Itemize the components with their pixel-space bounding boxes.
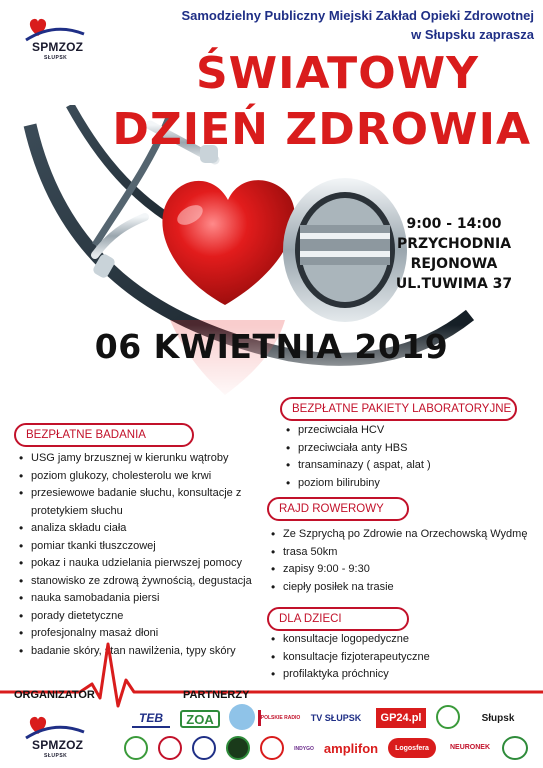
title-line-2: DZIEŃ ZDROWIA: [112, 104, 531, 155]
partner-slupsk: Słupsk: [481, 712, 515, 724]
organizer-header: [118, 6, 534, 44]
partner-zoa: ZOA: [180, 710, 220, 728]
list-item: • zapisy 9:00 - 9:30: [270, 561, 535, 579]
title-line-1: ŚWIATOWY: [195, 48, 479, 99]
list-item: • profesjonalny masaż dłoni: [18, 625, 268, 643]
partner-gp24: GP24.pl: [376, 708, 426, 728]
partner-indygo: INDYGO: [294, 746, 314, 752]
list-item: • stanowisko ze zdrową żywnością, degustacja: [18, 573, 268, 591]
badania-heading: BEZPŁATNE BADANIA: [14, 423, 194, 447]
partner-amplifon: amplifon: [323, 740, 379, 756]
dzieci-heading: DLA DZIECI: [267, 607, 409, 631]
rajd-heading: RAJD ROWEROWY: [267, 497, 409, 521]
list-item: • poziom glukozy, cholesterolu we krwi: [18, 468, 268, 486]
list-item: • transaminazy ( aspat, alat ): [285, 457, 525, 475]
pakiety-heading: BEZPŁATNE PAKIETY LABORATORYJNE: [280, 397, 517, 421]
partner-circle-logo: [229, 704, 255, 730]
event-place-1: PRZYCHODNIA: [396, 236, 512, 252]
partner-logo-2: [158, 736, 182, 760]
event-hours-place: [379, 214, 529, 294]
partner-green-logo: [436, 705, 460, 729]
list-item: • porady dietetyczne: [18, 608, 268, 626]
spmzoz-logo: [24, 14, 104, 66]
list-item: • konsultacje logopedyczne: [270, 631, 520, 649]
partner-teb: TEB: [132, 710, 170, 728]
list-item: • przesiewowe badanie słuchu, konsultacje z: [18, 485, 268, 503]
list-item: • profilaktyka próchnicy: [270, 666, 520, 684]
partners-label: PARTNERZY: [183, 689, 250, 701]
logo-text: SPMZOZ: [32, 40, 84, 54]
logo-text: SPMZOZ: [32, 738, 84, 752]
partner-logo-3: [192, 736, 216, 760]
list-item: • pomiar tkanki tłuszczowej: [18, 538, 268, 556]
logo-subtext: SŁUPSK: [44, 753, 68, 759]
list-item: • przeciwciała HCV: [285, 422, 525, 440]
organizer-label: ORGANIZATOR: [14, 689, 95, 701]
list-item: protetykiem słuchu: [31, 504, 123, 517]
partner-tv-slupsk: TV SŁUPSK: [310, 713, 362, 723]
event-hours: 9:00 - 14:00: [406, 216, 502, 232]
rajd-list: [270, 526, 535, 596]
list-item: • trasa 50km: [270, 544, 535, 562]
org-line-1: Samodzielny Publiczny Miejski Zakład Opieki Zdrowotnej: [181, 8, 534, 23]
logo-subtext: SŁUPSK: [44, 55, 68, 61]
badania-list: [18, 450, 268, 660]
org-line-2: w Słupsku zaprasza: [411, 27, 534, 42]
list-item: • poziom bilirubiny: [285, 475, 525, 493]
partner-logo-6: [502, 736, 528, 760]
list-item: • nauka samobadania piersi: [18, 590, 268, 608]
list-item: • przeciwciała anty HBS: [285, 440, 525, 458]
list-item: • konsultacje fizjoterapeutyczne: [270, 649, 520, 667]
partner-logosfera: Logosfera: [388, 738, 436, 758]
list-item: • ciepły posiłek na trasie: [270, 579, 535, 597]
list-item: • badanie skóry, stan nawilżenia, typy skóry: [18, 643, 268, 661]
partner-logo-4: [226, 736, 250, 760]
pakiety-list: [285, 422, 525, 492]
list-item: • analiza składu ciała: [18, 520, 268, 538]
list-item: • USG jamy brzusznej w kierunku wątroby: [18, 450, 268, 468]
event-place-2: REJONOWA: [410, 256, 498, 272]
organizer-logo: [24, 712, 104, 764]
partner-polskie-radio: POLSKIE RADIO: [258, 710, 300, 726]
list-item: • Ze Szprychą po Zdrowie na Orzechowską Wydmę: [270, 526, 535, 544]
partner-logo-5: [260, 736, 284, 760]
partner-neuronek: NEURONEK: [449, 743, 491, 751]
event-date: 06 KWIETNIA 2019: [94, 327, 449, 366]
event-address: UL.TUWIMA 37: [395, 276, 513, 292]
partner-logo-1: [124, 736, 148, 760]
list-item: • pokaz i nauka udzielania pierwszej pomocy: [18, 555, 268, 573]
